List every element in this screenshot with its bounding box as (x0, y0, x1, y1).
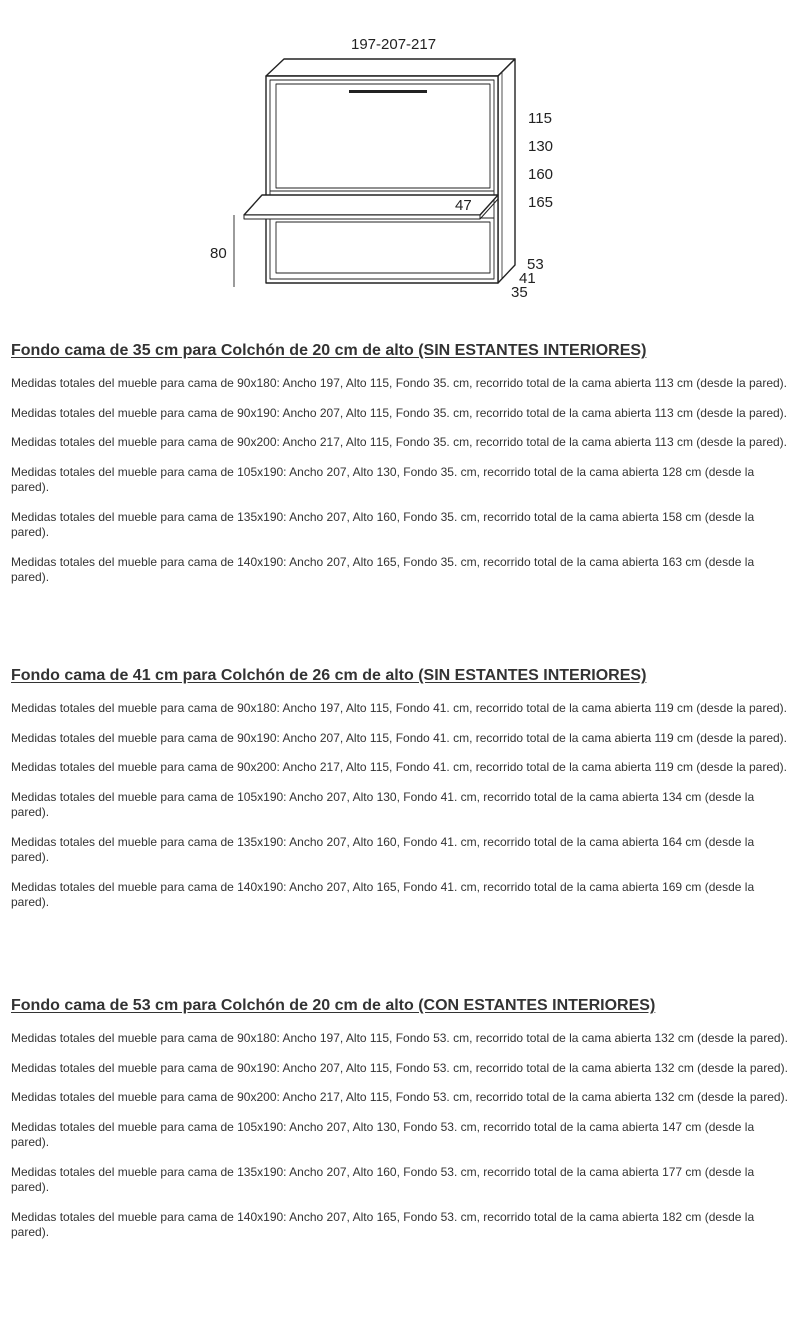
list-item: Medidas totales del mueble para cama de 140x190: Ancho 207, Alto 165, Fondo 53. cm, recorrido total de la cama abierta 182 cm (desde la pared). (11, 1209, 755, 1239)
height-label: 115 (528, 110, 552, 127)
height-label: 160 (528, 166, 554, 183)
list-item: Medidas totales del mueble para cama de 135x190: Ancho 207, Alto 160, Fondo 35. cm, recorrido total de la cama abierta 158 cm (desde la pared). (11, 509, 755, 539)
list-item: Medidas totales del mueble para cama de 90x190: Ancho 207, Alto 115, Fondo 35. cm, recorrido total de la cama abierta 113 cm (desde la pared). (11, 405, 788, 420)
section-depth-53 (11, 996, 791, 1255)
depth-label: 35 (511, 284, 528, 301)
section-title: Fondo cama de 41 cm para Colchón de 26 cm de alto (SIN ESTANTES INTERIORES) (11, 667, 647, 684)
section-depth-35 (11, 341, 791, 600)
list-item: Medidas totales del mueble para cama de 90x200: Ancho 217, Alto 115, Fondo 35. cm, recorrido total de la cama abierta 113 cm (desde la pared). (11, 435, 788, 449)
list-item: Medidas totales del mueble para cama de 90x180: Ancho 197, Alto 115, Fondo 35. cm, recorrido total de la cama abierta 113 cm (desde la pared). (11, 376, 788, 390)
section-depth-41 (11, 666, 791, 925)
list-item: Medidas totales del mueble para cama de 140x190: Ancho 207, Alto 165, Fondo 41. cm, recorrido total de la cama abierta 169 cm (desde la pared). (11, 879, 755, 909)
list-item: Medidas totales del mueble para cama de 90x180: Ancho 197, Alto 115, Fondo 41. cm, recorrido total de la cama abierta 119 cm (desde la pared). (11, 701, 788, 715)
list-item: Medidas totales del mueble para cama de 90x200: Ancho 217, Alto 115, Fondo 41. cm, recorrido total de la cama abierta 119 cm (desde la pared). (11, 760, 788, 774)
height-label: 130 (528, 138, 554, 155)
list-item: Medidas totales del mueble para cama de 105x190: Ancho 207, Alto 130, Fondo 41. cm, recorrido total de la cama abierta 134 cm (desde la pared). (11, 789, 755, 819)
list-item: Medidas totales del mueble para cama de 90x180: Ancho 197, Alto 115, Fondo 53. cm, recorrido total de la cama abierta 132 cm (desde la pared). (11, 1031, 788, 1045)
list-item: Medidas totales del mueble para cama de 90x190: Ancho 207, Alto 115, Fondo 53. cm, recorrido total de la cama abierta 132 cm (desde la pared). (11, 1060, 788, 1075)
width-label: 197-207-217 (351, 36, 437, 53)
list-item: Medidas totales del mueble para cama de 135x190: Ancho 207, Alto 160, Fondo 53. cm, recorrido total de la cama abierta 177 cm (desde la pared). (11, 1164, 755, 1194)
height-label: 165 (528, 194, 554, 211)
list-item: Medidas totales del mueble para cama de 105x190: Ancho 207, Alto 130, Fondo 53. cm, recorrido total de la cama abierta 147 cm (desde la pared). (11, 1119, 755, 1149)
furniture-diagram (0, 0, 800, 310)
list-item: Medidas totales del mueble para cama de 140x190: Ancho 207, Alto 165, Fondo 35. cm, recorrido total de la cama abierta 163 cm (desde la pared). (11, 554, 755, 584)
section-title: Fondo cama de 53 cm para Colchón de 20 cm de alto (CON ESTANTES INTERIORES) (11, 997, 656, 1014)
list-item: Medidas totales del mueble para cama de 90x190: Ancho 207, Alto 115, Fondo 41. cm, recorrido total de la cama abierta 119 cm (desde la pared). (11, 730, 788, 745)
list-item: Medidas totales del mueble para cama de 105x190: Ancho 207, Alto 130, Fondo 35. cm, recorrido total de la cama abierta 128 cm (desde la pared). (11, 464, 755, 494)
depth-label: 53 (527, 256, 544, 273)
table-height-label: 80 (210, 245, 227, 262)
table-depth-label: 47 (455, 197, 472, 214)
depth-label: 41 (519, 270, 536, 287)
section-title: Fondo cama de 35 cm para Colchón de 20 cm de alto (SIN ESTANTES INTERIORES) (11, 342, 647, 359)
list-item: Medidas totales del mueble para cama de 135x190: Ancho 207, Alto 160, Fondo 41. cm, recorrido total de la cama abierta 164 cm (desde la pared). (11, 834, 755, 864)
list-item: Medidas totales del mueble para cama de 90x200: Ancho 217, Alto 115, Fondo 53. cm, recorrido total de la cama abierta 132 cm (desde la pared). (11, 1090, 788, 1104)
